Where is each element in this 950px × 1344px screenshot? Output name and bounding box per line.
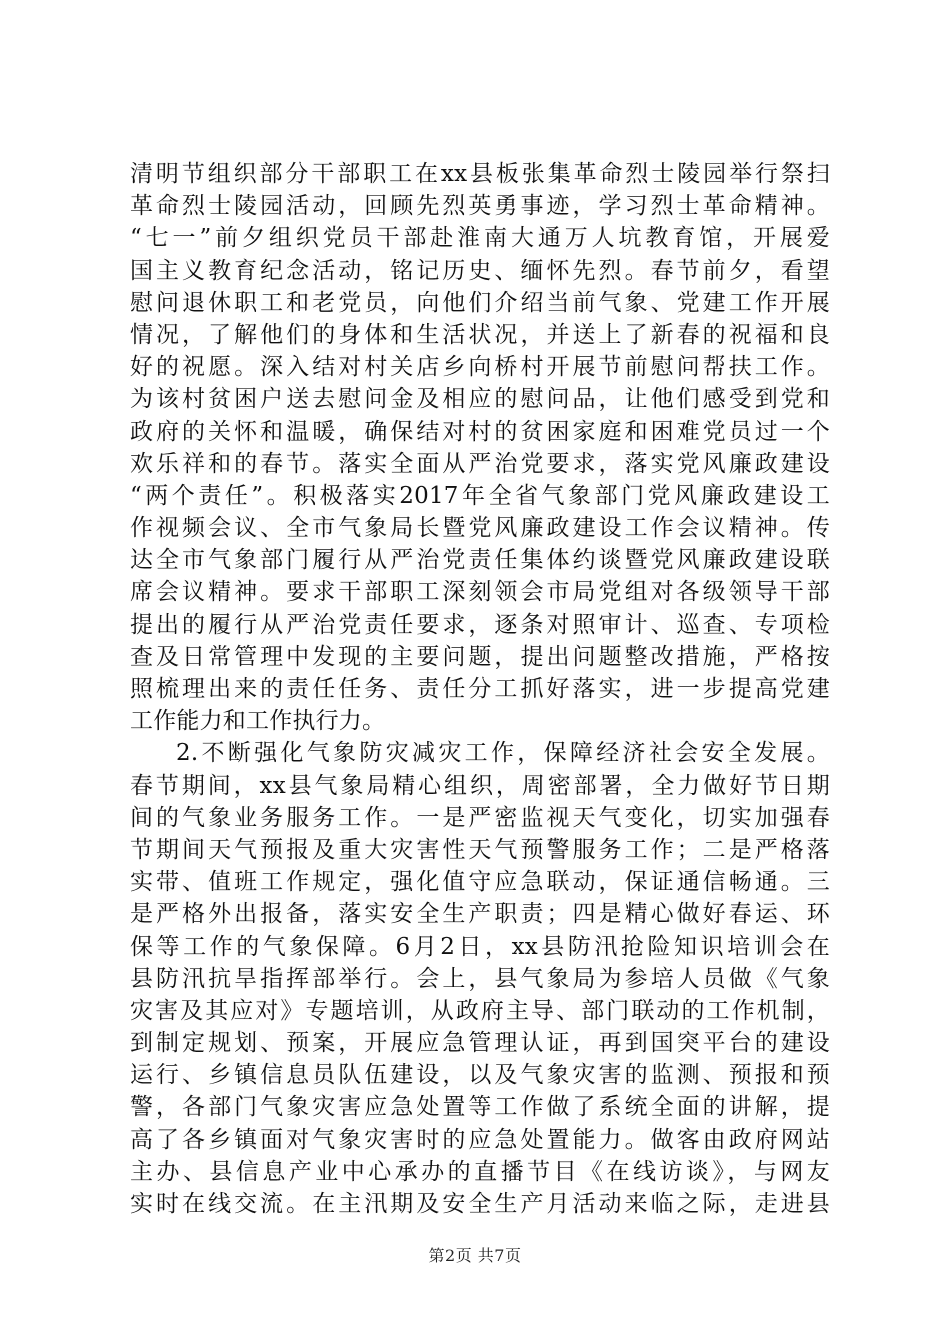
text-line: 间的气象业务服务工作。一是严密监视天气变化，切实加强春 [130,804,830,831]
text-line: 为该村贫困户送去慰问金及相应的慰问品，让他们感受到党和 [130,386,830,413]
text-line: 好的祝愿。深入结对村关店乡向桥村开展节前慰问帮扶工作。 [130,354,830,381]
text-line: 欢乐祥和的春节。落实全面从严治党要求，落实党风廉政建设 [130,450,830,477]
text-line: 革命烈士陵园活动，回顾先烈英勇事迹，学习烈士革命精神。 [130,193,830,220]
section-heading: 2.不断强化气象防灾减灾工作，保障经济社会安全发展。 [176,740,830,767]
text-line: 达全市气象部门履行从严治党责任集体约谈暨党风廉政建设联 [130,547,830,574]
text-line: “两个责任”。积极落实2017年全省气象部门党风廉政建设工 [130,482,830,509]
text-line: 照梳理出来的责任任务、责任分工抓好落实，进一步提高党建 [130,676,830,702]
text-line: 节期间天气预报及重大灾害性天气预警服务工作；二是严格落 [130,836,830,863]
text-line: 情况，了解他们的身体和生活状况，并送上了新春的祝福和良 [130,321,830,348]
text-line: 运行、乡镇信息员队伍建设，以及气象灾害的监测、预报和预 [130,1062,830,1089]
text-line: 政府的关怀和温暖，确保结对村的贫困家庭和困难党员过一个 [130,418,830,445]
text-line: 工作能力和工作执行力。 [130,708,386,735]
text-line: 灾害及其应对》专题培训，从政府主导、部门联动的工作机制， [130,997,830,1024]
text-line: 国主义教育纪念活动，铭记历史、缅怀先烈。春节前夕，看望 [130,257,830,284]
page-number: 第2页 共7页 [428,1246,522,1265]
text-line: 实时在线交流。在主汛期及安全生产月活动来临之际，走进县 [130,1191,830,1217]
text-line: 到制定规划、预案，开展应急管理认证，再到国突平台的建设 [130,1030,830,1057]
text-line: 提出的履行从严治党责任要求，逐条对照审计、巡查、专项检 [130,611,830,638]
text-line: 县防汛抗旱指挥部举行。会上，县气象局为参培人员做《气象 [130,965,830,992]
text-line: 席会议精神。要求干部职工深刻领会市局党组对各级领导干部 [130,579,830,606]
text-line: 保等工作的气象保障。6月2日，xx县防汛抢险知识培训会在 [130,933,830,960]
text-line: 实带、值班工作规定，强化值守应急联动，保证通信畅通。三 [130,869,830,896]
text-line: 警，各部门气象灾害应急处置等工作做了系统全面的讲解，提 [130,1094,830,1121]
text-line: 春节期间，xx县气象局精心组织，周密部署，全力做好节日期 [130,772,830,799]
text-line: 慰问退休职工和老党员，向他们介绍当前气象、党建工作开展 [130,289,830,316]
text-line: 主办、县信息产业中心承办的直播节目《在线访谈》，与网友 [130,1158,830,1185]
text-line: 清明节组织部分干部职工在xx县板张集革命烈士陵园举行祭扫 [130,161,830,187]
text-line: “七一”前夕组织党员干部赴淮南大通万人坑教育馆，开展爱 [130,225,830,252]
text-line: 查及日常管理中发现的主要问题，提出问题整改措施，严格按 [130,643,830,670]
text-line: 作视频会议、全市气象局长暨党风廉政建设工作会议精神。传 [130,515,830,542]
text-line: 高了各乡镇面对气象灾害时的应急处置能力。做客由政府网站 [130,1126,830,1153]
text-line: 是严格外出报备，落实安全生产职责；四是精心做好春运、环 [130,901,830,928]
body-text [130,158,830,1220]
